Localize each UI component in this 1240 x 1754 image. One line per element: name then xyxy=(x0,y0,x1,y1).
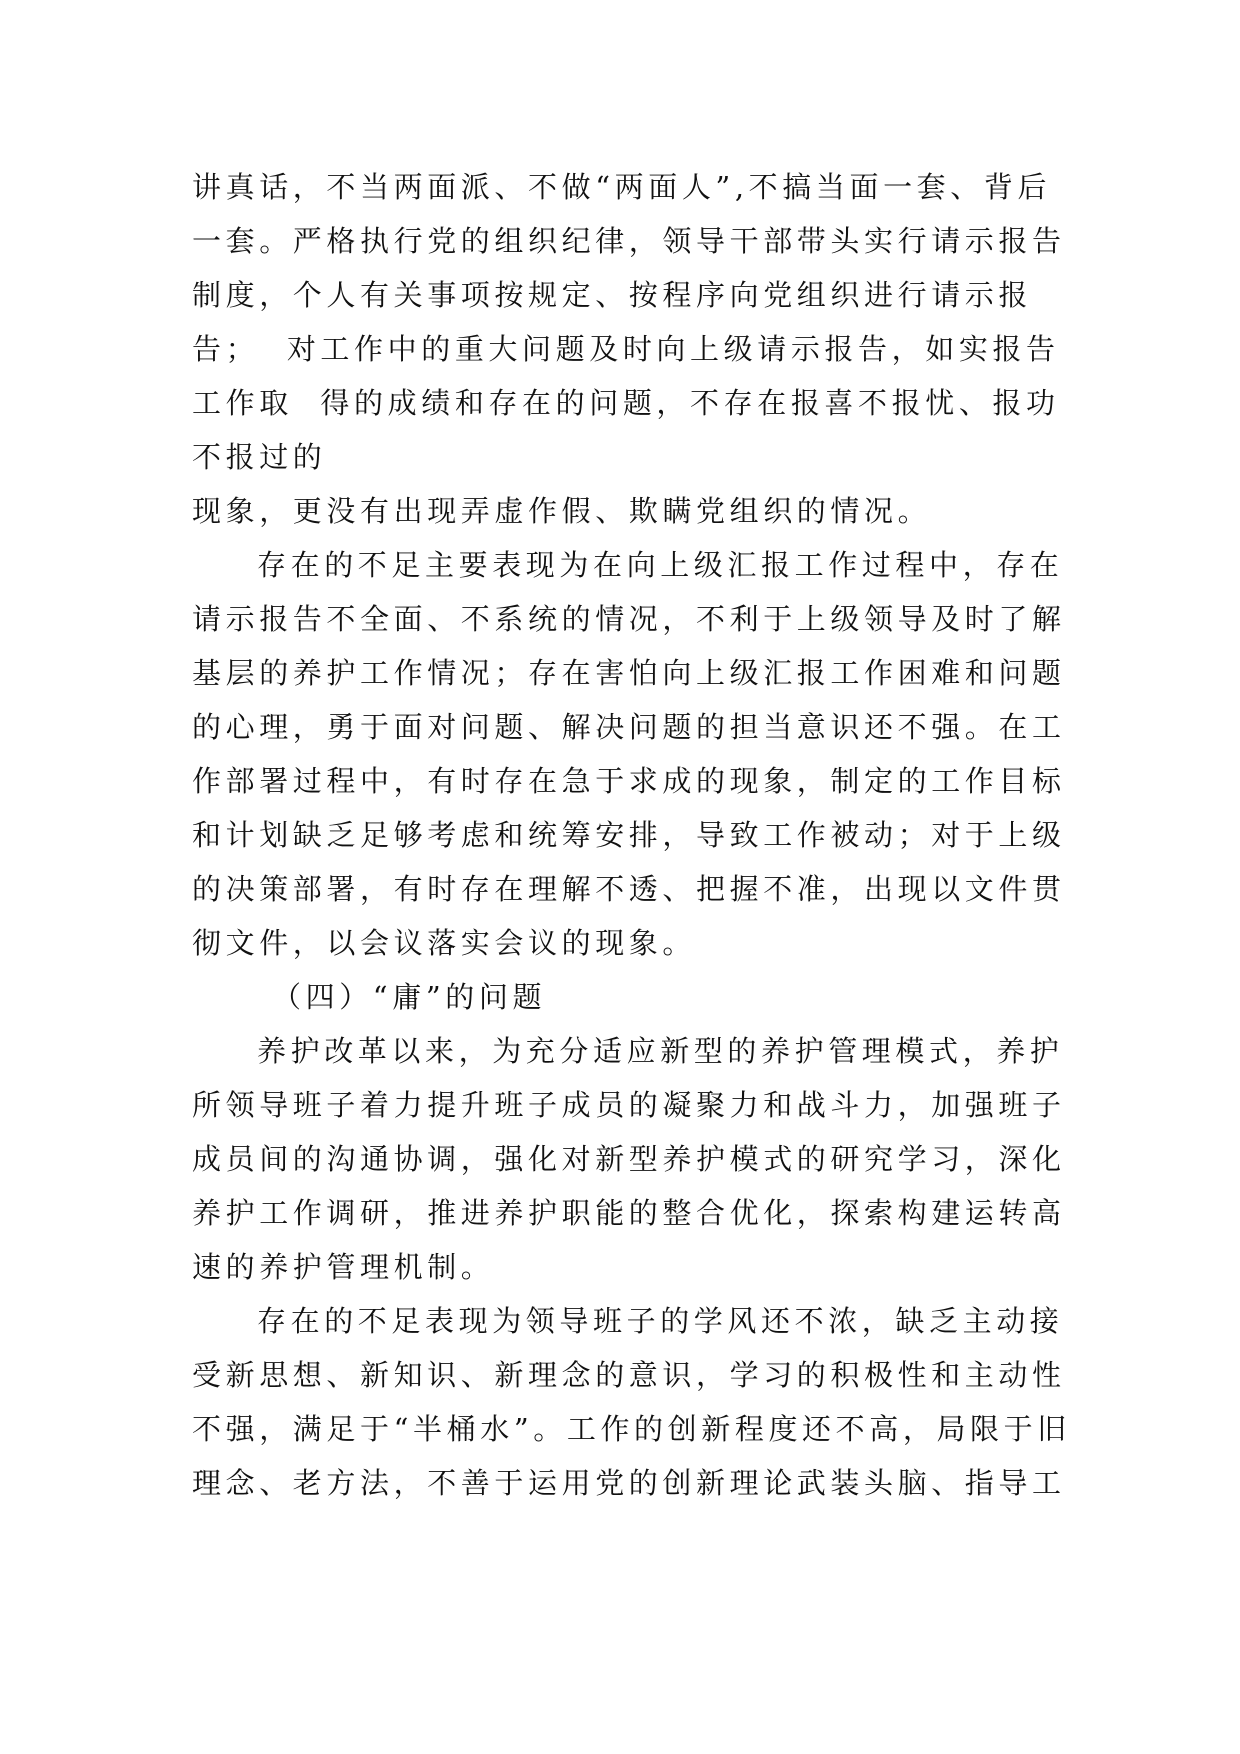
text-line: 请示报告不全面、不系统的情况，不利于上级领导及时了解 xyxy=(192,602,1066,636)
text-line: 现象，更没有出现弄虚作假、欺瞒党组织的情况。 xyxy=(192,494,932,528)
text-line: 速的养护管理机制。 xyxy=(192,1250,495,1284)
text-line: 一套。严格执行党的组织纪律，领导干部带头实行请示报告 xyxy=(192,224,1066,258)
document-body xyxy=(192,160,1071,1510)
text-line: 制度，个人有关事项按规定、按程序向党组织进行请示报 xyxy=(192,278,1033,312)
text-line: 养护改革以来，为充分适应新型的养护管理模式，养护 xyxy=(257,1034,1064,1068)
text-line: 成员间的沟通协调，强化对新型养护模式的研究学习，深化 xyxy=(192,1142,1066,1176)
text-line: 工作取 得的成绩和存在的问题，不存在报喜不报忧、报功 xyxy=(192,386,1060,420)
text-line: 养护工作调研，推进养护职能的整合优化，探索构建运转高 xyxy=(192,1196,1066,1230)
text-line: 讲真话，不当两面派、不做“两面人”,不搞当面一套、背后 xyxy=(192,170,1052,204)
text-line: 彻文件，以会议落实会议的现象。 xyxy=(192,926,697,960)
text-line: 的决策部署，有时存在理解不透、把握不准，出现以文件贯 xyxy=(192,872,1066,906)
text-line: 所领导班子着力提升班子成员的凝聚力和战斗力，加强班子 xyxy=(192,1088,1066,1122)
text-line: 存在的不足表现为领导班子的学风还不浓，缺乏主动接 xyxy=(257,1304,1064,1338)
text-line: 作部署过程中，有时存在急于求成的现象，制定的工作目标 xyxy=(192,764,1066,798)
text-line: 理念、老方法，不善于运用党的创新理论武装头脑、指导工 xyxy=(192,1466,1066,1500)
text-line: 的心理，勇于面对问题、解决问题的担当意识还不强。在工 xyxy=(192,710,1066,744)
text-line: 基层的养护工作情况；存在害怕向上级汇报工作困难和问题 xyxy=(192,656,1066,690)
text-line: 不强，满足于“半桶水”。工作的创新程度还不高，局限于旧 xyxy=(192,1412,1071,1446)
text-line: 受新思想、新知识、新理念的意识，学习的积极性和主动性 xyxy=(192,1358,1066,1392)
text-line: 不报过的 xyxy=(192,440,327,474)
text-line: 告； 对工作中的重大问题及时向上级请示报告，如实报告 xyxy=(192,332,1060,366)
section-heading: （四）“庸”的问题 xyxy=(272,980,547,1014)
text-line: 和计划缺乏足够考虑和统筹安排，导致工作被动；对于上级 xyxy=(192,818,1066,852)
text-line: 存在的不足主要表现为在向上级汇报工作过程中，存在 xyxy=(257,548,1064,582)
